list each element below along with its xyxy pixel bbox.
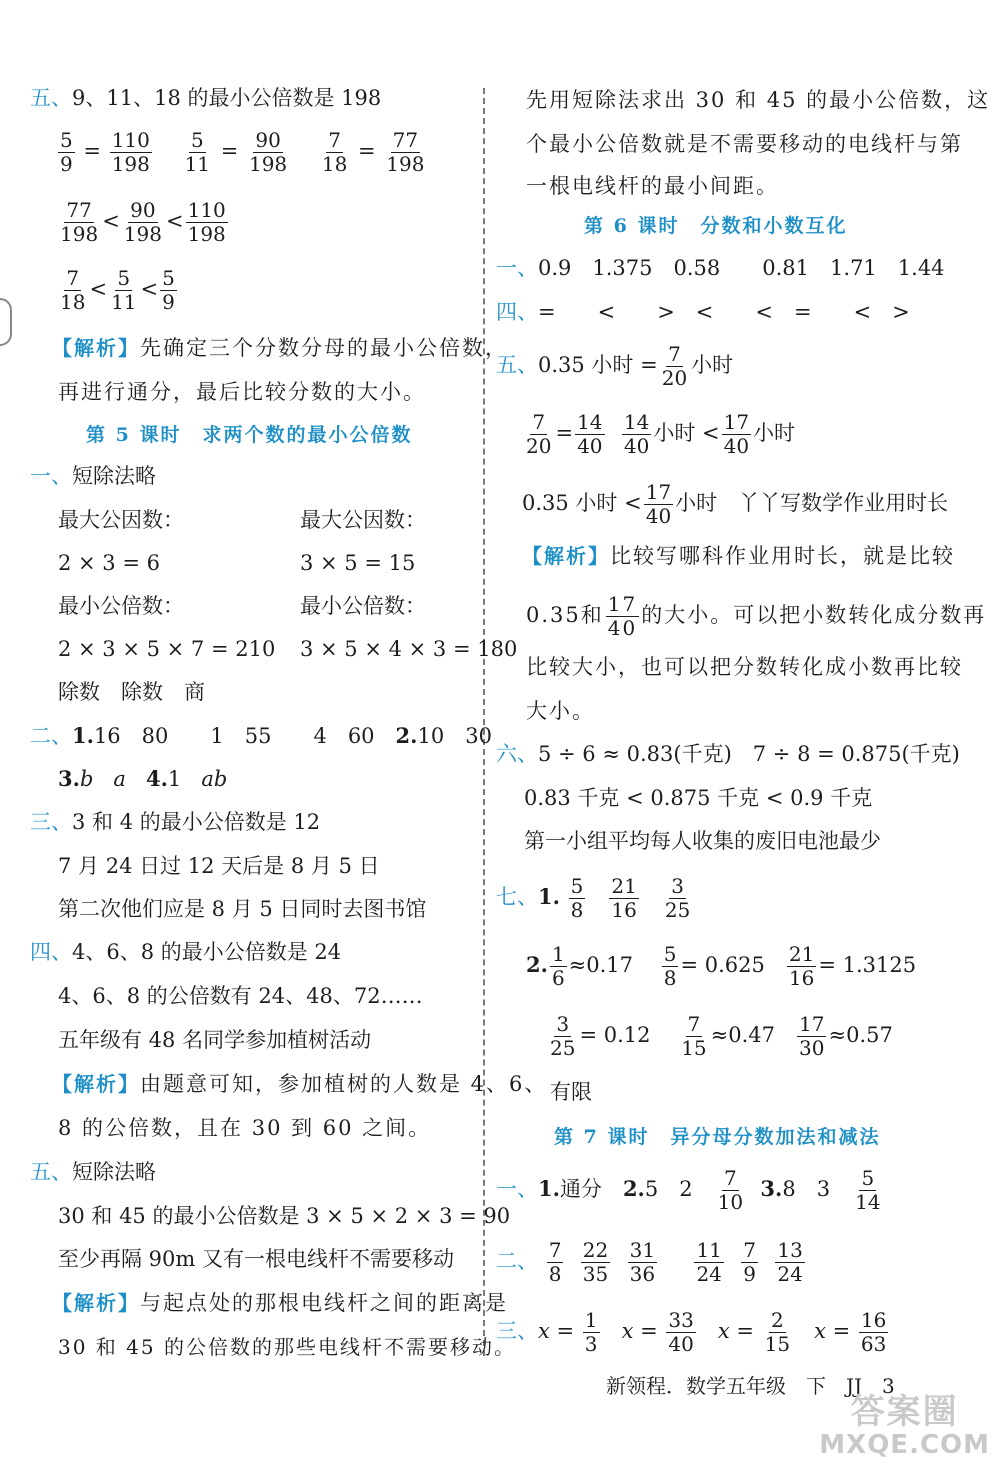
analysis-3: 【解析】与起点处的那根电线杆之间的距离是 [52, 1291, 508, 1315]
fraction: $\frac{7}{18}$ [321, 128, 348, 176]
analysis-4: 【解析】比较写哪科作业用时长，就是比较 [522, 544, 955, 568]
analysis-1: 【解析】先确定三个分数分母的最小公倍数， [52, 336, 508, 360]
left-line-1: 五、9、11、18 的最小公倍数是 198 [30, 86, 382, 110]
watermark: 答案圈 MXQE.COM [819, 1392, 990, 1461]
pencil-icon [0, 298, 12, 346]
lesson-6-title: 第 6 课时 分数和小数互化 [584, 215, 848, 237]
fraction: $\frac{5}{9}$ [60, 128, 73, 176]
fraction-compare-2: $\frac{7}{18}$ < $\frac{5}{11}$ < $\frac{5}{9}$ [60, 266, 175, 314]
fraction: $\frac{110}{198}$ [111, 128, 150, 176]
lesson-5-title: 第 5 课时 求两个数的最小公倍数 [86, 424, 413, 446]
lesson-7-title: 第 7 课时 异分母分数加法和减法 [554, 1126, 881, 1148]
fraction-compare-1: $\frac{77}{198}$ < $\frac{90}{198}$ < $\frac{110}{198}$ [60, 198, 226, 246]
column-divider [483, 88, 485, 1356]
page-footer: 新领程．数学五年级 下 JJ 3 [606, 1374, 895, 1398]
fraction: $\frac{77}{198}$ [386, 128, 425, 176]
fraction: $\frac{5}{11}$ [184, 128, 211, 176]
analysis-2: 【解析】由题意可知，参加植树的人数是 4、6、 [52, 1072, 548, 1096]
analysis-tag: 【解析】 [52, 336, 140, 360]
fraction-equations: $\frac{5}{9}$ = $\frac{110}{198}$ $\frac{5}{11}$ = $\frac{90}{198}$ $\frac{7}{18}$ = $\frac{77}{198}$ [60, 128, 425, 176]
section-number: 五、 [30, 86, 72, 110]
fraction: $\frac{90}{198}$ [248, 128, 288, 176]
